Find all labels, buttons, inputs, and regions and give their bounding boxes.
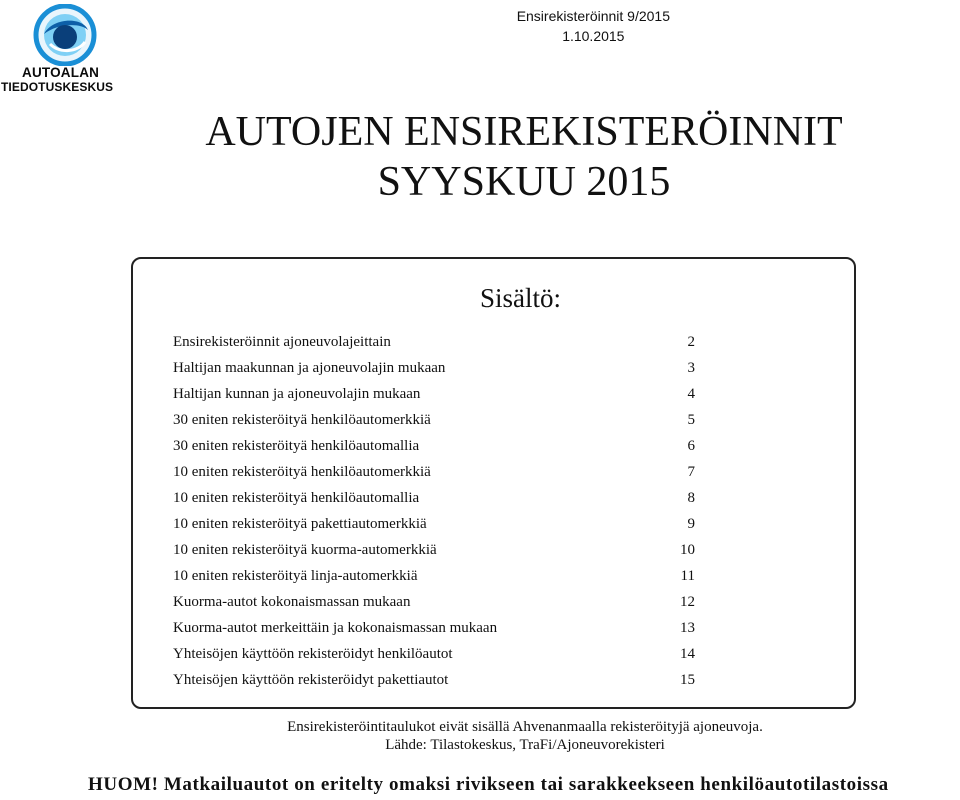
toc-item-label: Haltijan maakunnan ja ajoneuvolajin mukaan — [173, 360, 446, 376]
toc-item-label: 30 eniten rekisteröityä henkilöautomallia — [173, 438, 420, 454]
footer-notice: HUOM! Matkailuautot on eritelty omaksi rivikseen tai sarakkeekseen henkilöautotilastoissa — [88, 774, 889, 795]
toc-item-label: 10 eniten rekisteröityä kuorma-automerkkiä — [173, 542, 437, 558]
table-of-contents — [131, 257, 856, 709]
toc-item — [173, 433, 695, 459]
toc-item-page: 5 — [687, 412, 695, 428]
toc-item-page: 2 — [687, 334, 695, 350]
toc-item-label: 10 eniten rekisteröityä linja-automerkkiä — [173, 568, 418, 584]
toc-item — [173, 563, 695, 589]
document-header — [517, 6, 670, 46]
toc-item-page: 13 — [680, 620, 695, 636]
toc-item-page: 4 — [687, 386, 695, 402]
toc-item — [173, 485, 695, 511]
toc-item-label: Yhteisöjen käyttöön rekisteröidyt pakettiautot — [173, 672, 449, 688]
document-label: Ensirekisteröinnit 9/2015 — [516, 8, 670, 24]
toc-item — [173, 329, 695, 355]
page-title-line2: SYYSKUU 2015 — [377, 159, 671, 205]
toc-item-page: 8 — [687, 490, 695, 506]
toc-item-label: Kuorma-autot merkeittäin ja kokonaismassan mukaan — [173, 620, 498, 636]
logo — [0, 2, 142, 94]
toc-item — [173, 407, 695, 433]
toc-item — [173, 381, 695, 407]
toc-item-page: 9 — [687, 516, 695, 532]
toc-item — [173, 459, 695, 485]
logo-text-line2: TIEDOTUSKESKUS — [1, 80, 114, 94]
note-exclusion: Ensirekisteröintitaulukot eivät sisällä Ahvenanmaalla rekisteröityjä ajoneuvoja. — [287, 719, 763, 735]
toc-item-label: Haltijan kunnan ja ajoneuvolajin mukaan — [173, 386, 421, 402]
toc-item-label: 10 eniten rekisteröityä henkilöautomallia — [173, 490, 420, 506]
toc-item-page: 15 — [680, 672, 695, 688]
toc-item-label: 10 eniten rekisteröityä henkilöautomerkkiä — [173, 464, 431, 480]
toc-item-page: 10 — [680, 542, 695, 558]
toc-item-page: 11 — [680, 568, 695, 584]
toc-item — [173, 511, 695, 537]
toc-item-label: Ensirekisteröinnit ajoneuvolajeittain — [173, 334, 391, 350]
toc-item-page: 14 — [680, 646, 695, 662]
toc-item — [173, 537, 695, 563]
toc-item — [173, 641, 695, 667]
document-date: 1.10.2015 — [562, 28, 625, 44]
logo-emblem-icon — [30, 4, 100, 66]
logo-text-line1: AUTOALAN — [22, 65, 100, 80]
toc-item-page: 3 — [687, 360, 695, 376]
toc-item-label: 30 eniten rekisteröityä henkilöautomerkkiä — [173, 412, 431, 428]
toc-item — [173, 667, 695, 693]
toc-item-label: Kuorma-autot kokonaismassan mukaan — [173, 594, 411, 610]
page-title-line1: AUTOJEN ENSIREKISTERÖINNIT — [205, 109, 843, 155]
toc-item-label: Yhteisöjen käyttöön rekisteröidyt henkilöautot — [173, 646, 453, 662]
toc-item — [173, 355, 695, 381]
toc-heading: Sisältö: — [479, 283, 561, 313]
toc-item-label: 10 eniten rekisteröityä pakettiautomerkkiä — [173, 516, 427, 532]
note-source: Lähde: Tilastokeskus, TraFi/Ajoneuvorekisteri — [385, 737, 665, 753]
toc-item-page: 7 — [687, 464, 695, 480]
toc-item-page: 6 — [687, 438, 695, 454]
toc-item-page: 12 — [680, 594, 695, 610]
toc-item — [173, 589, 695, 615]
toc-item — [173, 615, 695, 641]
toc-list — [173, 329, 695, 693]
